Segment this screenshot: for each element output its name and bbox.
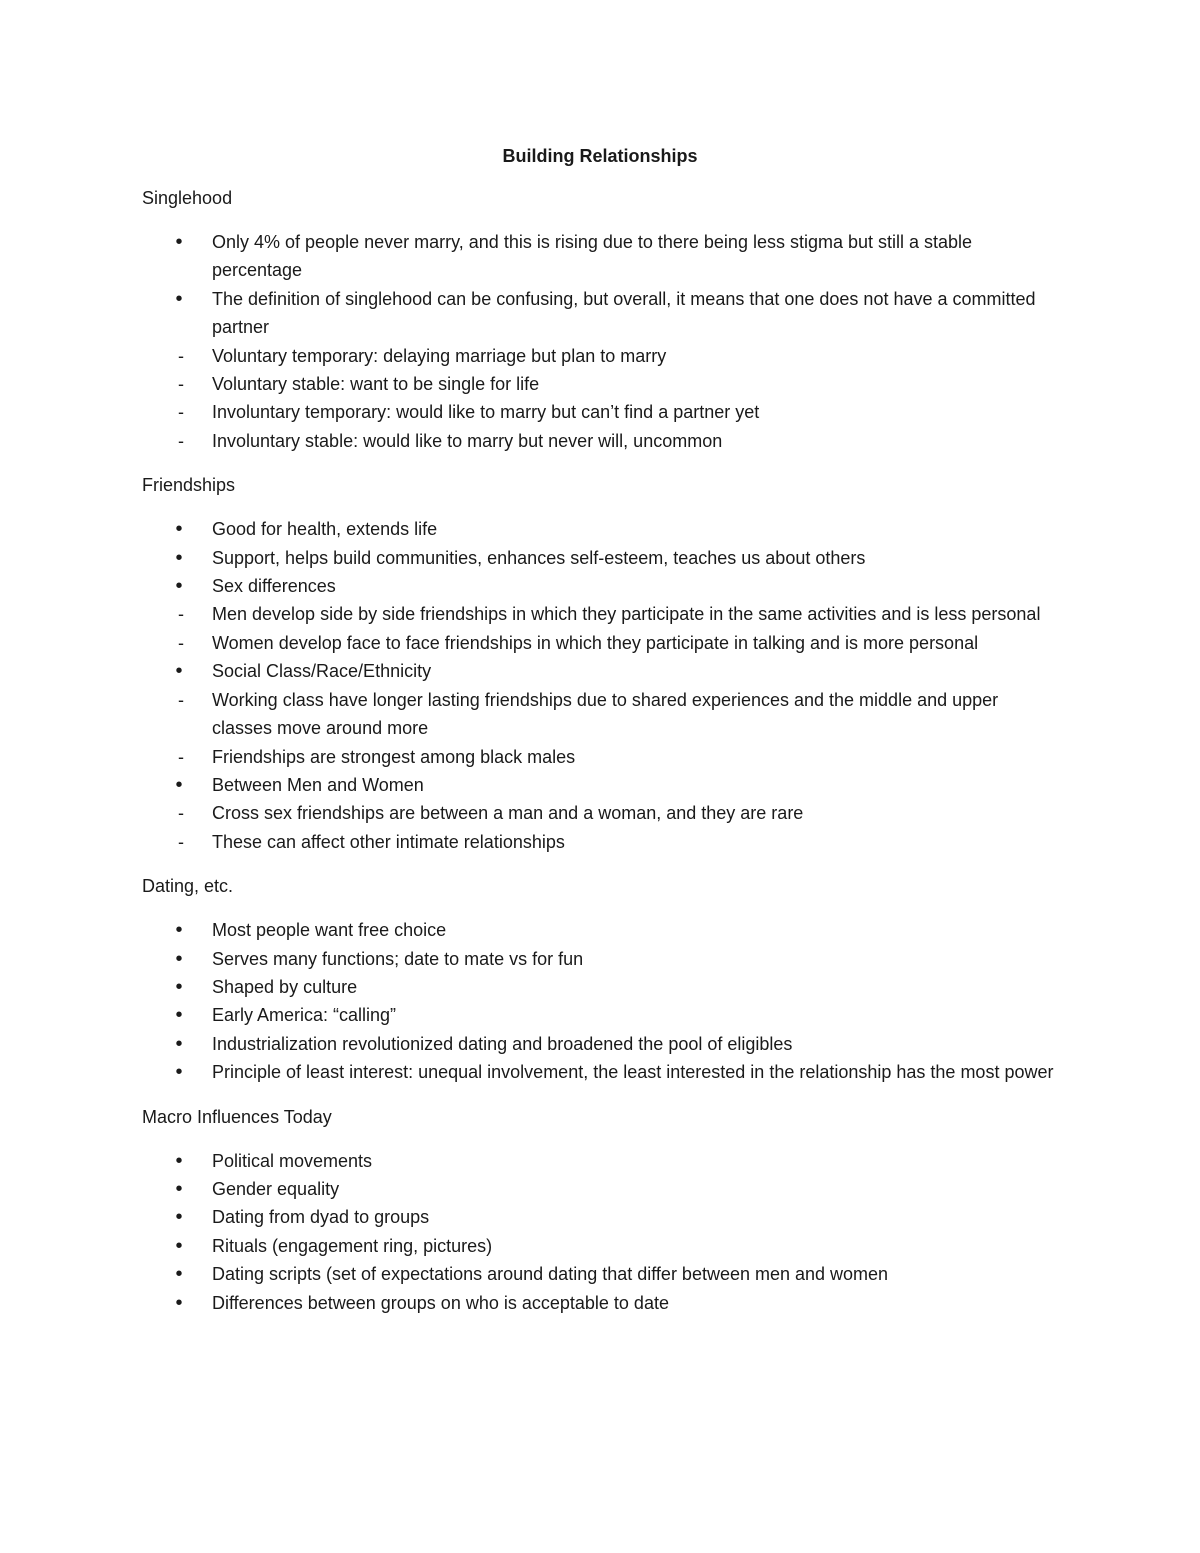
item-list	[142, 916, 1062, 1086]
bullet-marker-icon: •	[175, 1032, 183, 1055]
item-text: Voluntary stable: want to be single for life	[212, 374, 540, 395]
dash-marker-icon: -	[178, 689, 184, 710]
bullet-marker-icon: •	[175, 1291, 183, 1314]
bullet-item	[142, 916, 1062, 944]
dash-subitem	[142, 686, 1062, 743]
item-text: These can affect other intimate relationships	[212, 831, 565, 852]
bullet-marker-icon: •	[175, 518, 183, 541]
bullet-marker-icon: •	[175, 919, 183, 942]
bullet-marker-icon: •	[175, 575, 183, 598]
bullet-item	[142, 973, 1062, 1001]
section-heading: Singlehood	[142, 188, 233, 208]
bullet-item	[142, 945, 1062, 973]
bullet-marker-icon: •	[175, 1206, 183, 1229]
item-text: Serves many functions; date to mate vs for fun	[212, 948, 584, 969]
bullet-item	[142, 771, 1062, 799]
dash-subitem	[142, 629, 1062, 657]
item-text: Principle of least interest: unequal involvement, the least interested in the relationship has the most power	[212, 1062, 1054, 1083]
bullet-item	[142, 1058, 1062, 1086]
dash-subitem	[142, 427, 1062, 455]
dash-subitem	[142, 398, 1062, 426]
section-heading: Dating, etc.	[142, 876, 234, 897]
item-text: Voluntary temporary: delaying marriage but plan to marry	[212, 345, 667, 366]
bullet-marker-icon: •	[175, 773, 183, 796]
item-text: Good for health, extends life	[212, 519, 438, 540]
bullet-item	[142, 544, 1062, 572]
item-text: Involuntary stable: would like to marry but never will, uncommon	[212, 430, 723, 451]
dash-marker-icon: -	[178, 803, 184, 824]
item-list	[142, 1147, 1062, 1317]
bullet-item	[142, 1203, 1062, 1231]
document-body	[142, 184, 1062, 1333]
item-text: Shaped by culture	[212, 976, 358, 997]
item-text: Between Men and Women	[212, 774, 424, 795]
item-text: Friendships are strongest among black males	[212, 746, 576, 767]
item-text: Sex differences	[212, 576, 336, 597]
item-text: Early America: “calling”	[212, 1005, 397, 1026]
item-text: Social Class/Race/Ethnicity	[212, 661, 432, 682]
bullet-marker-icon: •	[175, 1061, 183, 1084]
section-singlehood	[142, 184, 1062, 455]
item-text: Involuntary temporary: would like to marry but can’t find a partner yet	[212, 402, 760, 423]
bullet-marker-icon: •	[175, 1149, 183, 1172]
dash-subitem	[142, 600, 1062, 628]
dash-subitem	[142, 342, 1062, 370]
dash-marker-icon: -	[178, 746, 184, 767]
dash-marker-icon: -	[178, 604, 184, 625]
item-text: Women develop face to face friendships in which they participate in talking and is more personal	[212, 632, 979, 653]
dash-subitem	[142, 743, 1062, 771]
section-macro-influences-today	[142, 1103, 1062, 1317]
item-text: Support, helps build communities, enhances self-esteem, teaches us about others	[212, 547, 866, 568]
dash-marker-icon: -	[178, 402, 184, 423]
section-dating-etc	[142, 872, 1062, 1086]
bullet-marker-icon: •	[175, 975, 183, 998]
bullet-marker-icon: •	[175, 1234, 183, 1257]
item-text: Dating scripts (set of expectations around dating that differ between men and women	[212, 1264, 889, 1285]
bullet-item	[142, 515, 1062, 543]
dash-marker-icon: -	[178, 430, 184, 451]
dash-marker-icon: -	[178, 374, 184, 395]
dash-marker-icon: -	[178, 632, 184, 653]
bullet-item	[142, 1260, 1062, 1288]
item-text: Industrialization revolutionized dating and broadened the pool of eligibles	[212, 1033, 793, 1054]
section-heading: Macro Influences Today	[142, 1106, 332, 1127]
dash-marker-icon: -	[178, 345, 184, 366]
bullet-item	[142, 657, 1062, 685]
bullet-marker-icon: •	[175, 287, 183, 310]
bullet-item	[142, 1289, 1062, 1317]
bullet-item	[142, 285, 1062, 342]
item-text: Cross sex friendships are between a man and a woman, and they are rare	[212, 803, 804, 824]
section-heading: Friendships	[142, 475, 236, 496]
item-text: Differences between groups on who is acceptable to date	[212, 1292, 669, 1313]
dash-subitem	[142, 370, 1062, 398]
item-text: The definition of singlehood can be confusing, but overall, it means that one does not have a committed partner	[212, 288, 1036, 338]
item-text: Political movements	[212, 1150, 373, 1171]
bullet-marker-icon: •	[175, 1004, 183, 1027]
item-text: Dating from dyad to groups	[212, 1207, 430, 1228]
bullet-marker-icon: •	[175, 1263, 183, 1286]
bullet-item	[142, 572, 1062, 600]
document-title: Building Relationships	[502, 146, 698, 166]
item-text: Most people want free choice	[212, 920, 447, 941]
bullet-item	[142, 1232, 1062, 1260]
item-text: Gender equality	[212, 1178, 340, 1199]
bullet-marker-icon: •	[175, 546, 183, 569]
item-list	[142, 515, 1062, 856]
bullet-item	[142, 1175, 1062, 1203]
item-text: Only 4% of people never marry, and this is rising due to there being less stigma but still a stable percentage	[212, 232, 973, 281]
bullet-item	[142, 228, 1062, 285]
item-text: Men develop side by side friendships in which they participate in the same activities and is less personal	[212, 604, 1041, 625]
dash-subitem	[142, 828, 1062, 856]
section-friendships	[142, 471, 1062, 856]
bullet-item	[142, 1147, 1062, 1175]
bullet-item	[142, 1030, 1062, 1058]
bullet-item	[142, 1001, 1062, 1029]
bullet-marker-icon: •	[175, 947, 183, 970]
dash-subitem	[142, 799, 1062, 827]
item-list	[142, 228, 1062, 455]
item-text: Working class have longer lasting friendships due to shared experiences and the middle and upper classes move around more	[212, 689, 999, 739]
item-text: Rituals (engagement ring, pictures)	[212, 1235, 493, 1256]
bullet-marker-icon: •	[175, 231, 183, 253]
bullet-marker-icon: •	[175, 1177, 183, 1200]
bullet-marker-icon: •	[175, 660, 183, 683]
dash-marker-icon: -	[178, 831, 184, 852]
